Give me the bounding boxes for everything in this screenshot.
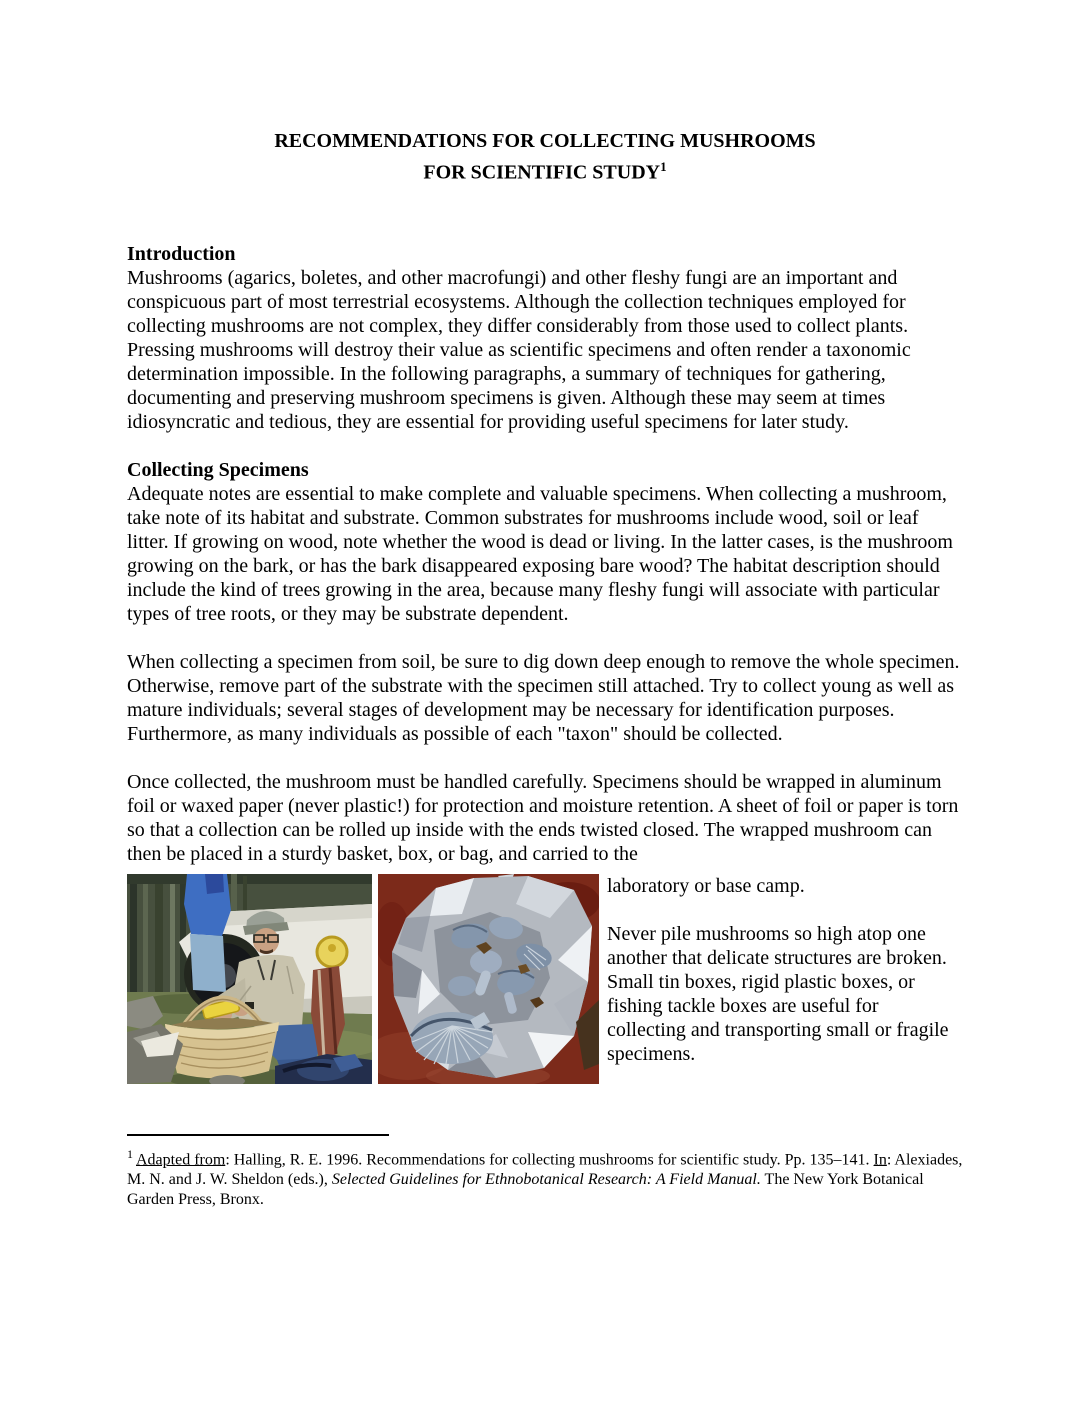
footnote-reference: 1 [660,159,667,174]
photo-row [127,874,963,1084]
footnote-citation-part-1: : Halling, R. E. 1996. Recommendations for collecting mushrooms for scientific study. Pp. 135–141. [225,1150,874,1168]
foil-mushrooms-photo-illustration [378,874,599,1084]
title-line-1: RECOMMENDATIONS FOR COLLECTING MUSHROOMS [274,130,816,152]
footnote-adapted-from: Adapted from [136,1150,226,1168]
title-line-2: FOR SCIENTIFIC STUDY [423,161,661,184]
footnote-citation-part-3: The New York Botanical Garden Press, Bronx. [127,1170,924,1208]
introduction-paragraph: Mushrooms (agarics, boletes, and other macrofungi) and other fleshy fungi are an important and conspicuous part of most terrestrial ecosystems. Although the collection techniques employed for collecting mushrooms are not complex, they differ considerably from those used to collect plants. Pressing mushrooms will destroy their value as scientific specimens and often render a taxonomic determination impossible. In the following paragraphs, a summary of techniques for gathering, documenting and preserving mushroom specimens is given. Although these may seem at times idiosyncratic and tedious, they are essential for providing useful specimens for later study. [127,266,911,433]
section-heading-introduction: Introduction [127,242,236,265]
footnote-citation-part-2: : Alexiades, M. N. and J. W. Sheldon (eds.), [127,1150,963,1188]
footnote [127,1144,963,1210]
page-title [127,128,963,186]
collecting-paragraph-1: Adequate notes are essential to make complete and valuable specimens. When collecting a mushroom, take note of its habitat and substrate. Common substrates for mushrooms include wood, soil or leaf litter. If growing on wood, note whether the wood is dead or living. In the latter cases, is the mushroom growing on the bark, or has the bark disappeared exposing bare wood? The habitat description should include the kind of trees growing in the area, because many fleshy fungi will associate with particular types of tree roots, or they may be substrate dependent. [127,482,953,625]
collector-in-field-photo [127,874,372,1084]
footnote-marker: 1 [127,1146,133,1161]
footnote-in-label: In [873,1150,887,1168]
mushrooms-in-foil-photo [378,874,599,1084]
photo-side-text [607,874,959,1066]
gilled-mushroom-cap [411,1012,493,1064]
collector-photo-illustration [127,874,372,1084]
collecting-paragraph-3-continued: laboratory or base camp. [607,874,805,897]
collecting-paragraph-3: Once collected, the mushroom must be handled carefully. Specimens should be wrapped in aluminum foil or waxed paper (never plastic!) for protection and moisture retention. A sheet of foil or paper is torn so that a collection can be rolled up inside with the ends twisted closed. The wrapped mushroom can then be placed in a sturdy basket, box, or bag, and carried to the [127,770,959,865]
footnote-book-title: Selected Guidelines for Ethnobotanical Research: A Field Manual. [331,1170,761,1188]
section-heading-collecting-specimens: Collecting Specimens [127,458,309,481]
collecting-paragraph-4: Never pile mushrooms so high atop one another that delicate structures are broken. Small tin boxes, rigid plastic boxes, or fishing tackle boxes are useful for collecting and transporting small or fragile specimens. [607,922,949,1065]
collecting-paragraph-2: When collecting a specimen from soil, be sure to dig down deep enough to remove the whole specimen. Otherwise, remove part of the substrate with the specimen still attached. Try to collect young as well as mature individuals; several stages of development may be necessary for identification purposes. Furthermore, as many individuals as possible of each "taxon" should be collected. [127,650,960,745]
footnote-separator [127,1134,389,1136]
